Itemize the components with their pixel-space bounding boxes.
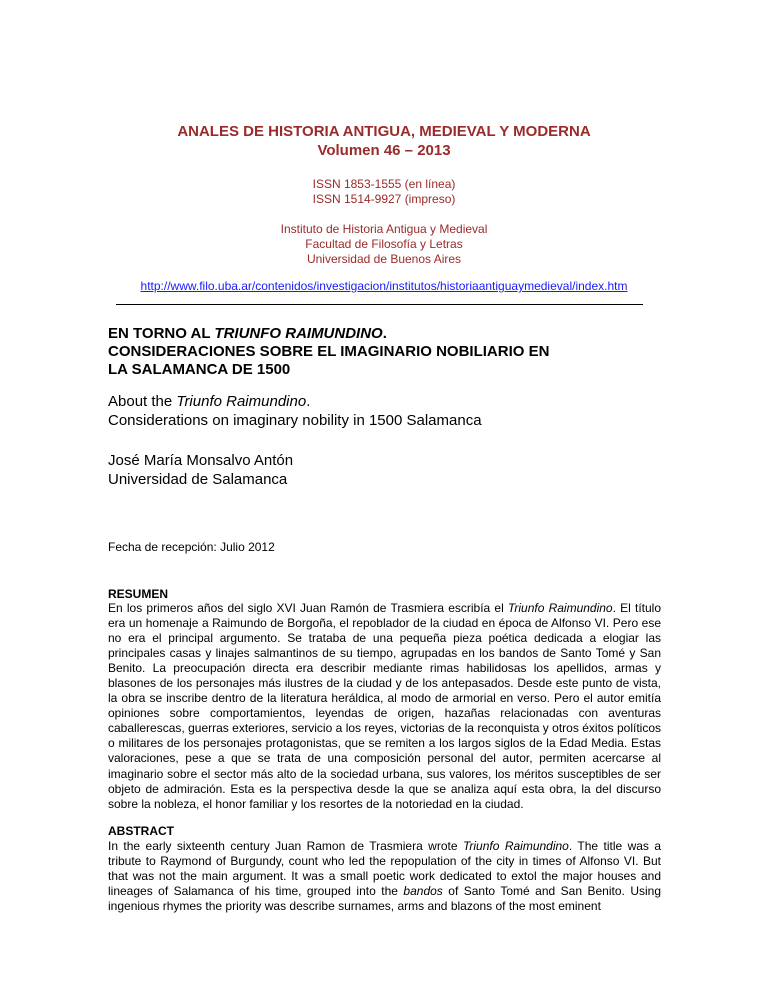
author-name: José María Monsalvo Antón: [108, 452, 294, 469]
header-divider: [116, 304, 643, 305]
institute-url-link[interactable]: http://www.filo.uba.ar/contenidos/investigacion/institutos/historiaantiguaymedieval/index.htm: [140, 279, 628, 293]
english-title-line1: [108, 392, 661, 411]
article-title-line2: CONSIDERACIONES SOBRE EL IMAGINARIO NOBILIARIO EN: [108, 343, 550, 360]
issn-print: ISSN 1514-9927 (impreso): [312, 192, 456, 206]
abstract-text-2: . The title was a tribute to Raymond of Burgundy, count who led the repopulation of the city in times of Alfonso VI. But that was not the main argument. It was a small poetic work dedicated to extol the major houses and lineages of Salamanca of his time, grouped into the: [108, 839, 661, 899]
journal-header: [0, 122, 768, 160]
journal-volume: Volumen 46 – 2013: [317, 142, 451, 159]
en-title-suffix: .: [306, 393, 311, 410]
resumen-text-1: En los primeros años del siglo XVI Juan Ramón de Trasmiera escribía el: [108, 601, 508, 615]
title-prefix: EN TORNO AL: [108, 325, 215, 342]
issn-online: ISSN 1853-1555 (en línea): [312, 177, 456, 191]
article-title-line3: LA SALAMANCA DE 1500: [108, 361, 291, 378]
article-title: [108, 325, 661, 379]
abstract-text-3: of Santo Tomé and San Benito. Using ingenious rhymes the priority was describe surnames, arms and blazons of the most eminent: [108, 884, 662, 914]
university-name: Universidad de Buenos Aires: [306, 252, 462, 266]
received-date: Fecha de recepción: Julio 2012: [108, 540, 275, 554]
english-subtitle: Considerations on imaginary nobility in 1500 Salamanca: [108, 412, 482, 429]
institute-name: Instituto de Historia Antigua y Medieval: [280, 222, 488, 236]
article-title-line1: [108, 325, 661, 343]
institution-block: [0, 222, 768, 267]
abstract-italic-1: Triunfo Raimundino: [462, 839, 569, 853]
en-title-prefix: About the: [108, 393, 177, 410]
en-title-italic: Triunfo Raimundino: [176, 393, 307, 410]
abstract-text-1: In the early sixteenth century Juan Ramon de Trasmiera wrote: [108, 839, 463, 853]
faculty-name: Facultad de Filosofía y Letras: [305, 237, 463, 251]
title-italic: TRIUNFO RAIMUNDINO: [214, 325, 383, 342]
english-title: [108, 392, 661, 430]
abstract-heading: ABSTRACT: [108, 824, 174, 838]
author-affiliation: Universidad de Salamanca: [108, 471, 288, 488]
resumen-italic: Triunfo Raimundino: [507, 601, 613, 615]
issn-block: [0, 177, 768, 207]
author-block: [108, 451, 661, 489]
title-suffix: .: [382, 325, 387, 342]
resumen-heading: RESUMEN: [108, 587, 169, 601]
resumen-text-2: . El título era un homenaje a Raimundo de Borgoña, el repoblador de la ciudad en época de Alfonso VI. Pero ese no era el principal argumento. Se trataba de una pequeña pieza poética dedicada a elogiar las principales casas y linajes salmantinos de su tiempo, agrupadas en los bandos de Santo Tomé y San Benito. La preocupación directa era describir mediante rimas habilidosas los apellidos, armas y blasones de los personajes más ilustres de la ciudad y de los antepasados. Desde este punto de vista, la obra se inscribe dentro de la literatura heráldica, al modo de armorial en verso. Pero el autor emitía opiniones sobre comportamientos, leyendas de origen, hazañas relacionadas con aventuras caballerescas, guerras exteriores, servicio a los reyes, victorias de la reconquista y otros éxitos políticos o militares de los personajes protagonistas, que se remiten a los largos siglos de la Edad Media. Estas valoraciones, pese a que se trata de una composición personal del autor, permiten acercarse al imaginario sobre el sector más alto de la sociedad urbana, sus valores, los méritos susceptibles de ser objeto de admiración. Esta es la perspectiva desde la que se analiza aquí esta obra, la del discurso sobre la nobleza, el honor familiar y los resortes de la notoriedad en la ciudad.: [108, 601, 661, 811]
abstract-italic-2: bandos: [403, 884, 443, 899]
journal-title: ANALES DE HISTORIA ANTIGUA, MEDIEVAL Y MODERNA: [177, 123, 591, 140]
url-block: [0, 279, 768, 294]
abstract-paragraph: [108, 839, 661, 914]
resumen-paragraph: [108, 601, 661, 812]
